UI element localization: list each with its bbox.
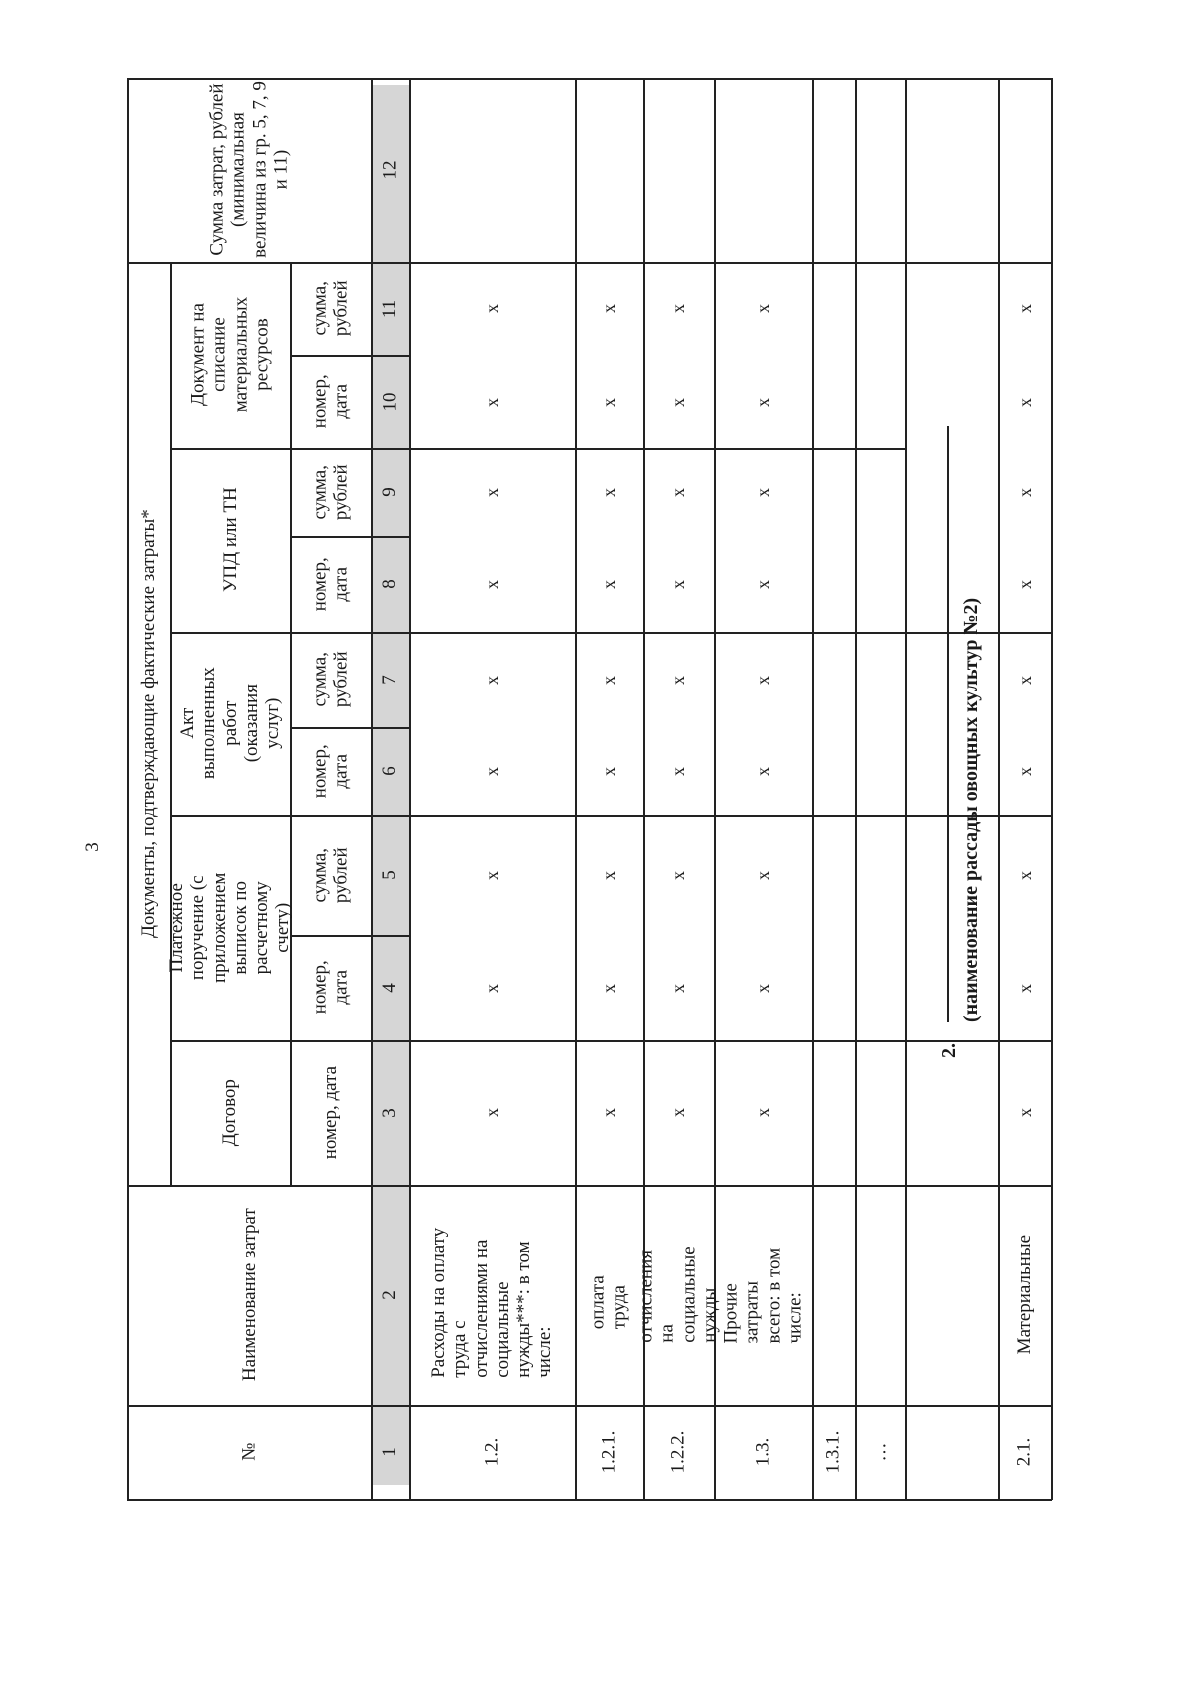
row-number: 1.3.1. [822, 1430, 844, 1474]
cross-mark: х [752, 303, 773, 313]
header-contract-sub: номер, дата [319, 1065, 341, 1160]
cross-mark: х [1014, 766, 1035, 776]
column-number: 5 [379, 870, 400, 880]
cross-mark: х [1014, 303, 1035, 313]
cross-mark: х [598, 487, 619, 497]
cross-mark: х [752, 983, 773, 993]
subheader-payment-sum: сумма, рублей [309, 847, 352, 903]
cross-mark: х [752, 870, 773, 880]
subheader-writeoff-sum: сумма, рублей [309, 280, 352, 337]
cross-mark: х [481, 675, 502, 685]
row-number: 2.1. [1013, 1437, 1035, 1467]
row-name: Прочие затраты всего: в том числе: [720, 1248, 806, 1344]
cross-mark: х [481, 870, 502, 880]
cross-mark: х [598, 1107, 619, 1117]
row-number: 1.3. [752, 1437, 773, 1467]
cross-mark: х [1014, 1107, 1035, 1117]
header-writeoff: Документ на списание материальных ресурсов [187, 297, 273, 413]
row-number: 1.2. [481, 1437, 502, 1467]
cross-mark: х [598, 870, 619, 880]
cross-mark: х [481, 983, 502, 993]
cross-mark: х [1014, 870, 1035, 880]
cross-mark: х [1014, 487, 1035, 497]
cross-mark: х [752, 397, 773, 407]
cross-mark: х [667, 487, 688, 497]
cross-mark: х [667, 766, 688, 776]
header-supporting-docs: Документы, подтверждающие фактические затраты* [137, 509, 159, 938]
column-number: 3 [379, 1107, 400, 1118]
cross-mark: х [598, 397, 619, 407]
cross-mark: х [667, 675, 688, 685]
cross-mark: х [667, 303, 688, 313]
cross-mark: х [752, 675, 773, 685]
cross-mark: х [481, 1107, 502, 1117]
cross-mark: х [598, 766, 619, 776]
cross-mark: х [598, 303, 619, 313]
header-total: Сумма затрат, рублей (минимальная величина из гр. 5, 7, 9 и 11) [206, 81, 292, 259]
row-name: оплата труда [587, 1274, 630, 1329]
cross-mark: х [667, 579, 688, 589]
column-number: 11 [378, 299, 400, 318]
cross-mark: х [481, 303, 502, 313]
cross-mark: х [667, 1107, 688, 1117]
column-number: 9 [379, 487, 400, 497]
subheader-writeoff-numdate: номер, дата [309, 374, 352, 429]
cross-mark: х [1014, 397, 1035, 407]
section-caption: (наименование рассады овощных культур №2) [960, 597, 982, 1022]
header-cost-name: Наименование затрат [238, 1208, 260, 1382]
row-name: Материальные [1013, 1235, 1035, 1355]
row-name: Расходы на оплату труда с отчислениями на социальные нужды***: в том числе: [428, 1227, 556, 1378]
row-number: 1.2.2. [667, 1430, 689, 1474]
column-number: 10 [379, 392, 400, 411]
subheader-act-sum: сумма, рублей [309, 651, 352, 708]
cross-mark: х [481, 579, 502, 589]
header-payment-order: Платежное поручение (с приложением выписок по расчетному счету) [166, 872, 294, 983]
subheader-upd-numdate: номер, дата [309, 557, 352, 612]
subheader-upd-sum: сумма, рублей [309, 464, 352, 520]
column-number: 12 [379, 160, 400, 180]
section-number: 2. [938, 1043, 960, 1058]
cross-mark: х [481, 487, 502, 497]
header-upd: УПД или ТН [219, 487, 241, 593]
cross-mark: х [667, 870, 688, 880]
column-number: 2 [379, 1290, 400, 1300]
header-no: № [238, 1442, 260, 1462]
cross-mark: х [481, 766, 502, 776]
column-number: 4 [379, 982, 400, 993]
cross-mark: х [1014, 675, 1035, 685]
cross-mark: х [598, 983, 619, 993]
cross-mark: х [752, 766, 773, 776]
section-name-underline [947, 426, 949, 1022]
cross-mark: х [1014, 983, 1035, 993]
cross-mark: х [1014, 579, 1035, 589]
cross-mark: х [667, 397, 688, 407]
cross-mark: х [752, 1107, 773, 1117]
row-number: … [869, 1442, 890, 1462]
cross-mark: х [598, 675, 619, 685]
subheader-payment-numdate: номер, дата [309, 960, 352, 1015]
subheader-act-numdate: номер, дата [309, 744, 352, 799]
cross-mark: х [667, 983, 688, 993]
cross-mark: х [481, 397, 502, 407]
page-number: 3 [81, 842, 103, 852]
cross-mark: х [598, 579, 619, 589]
cross-mark: х [752, 579, 773, 589]
header-act: Акт выполненных работ (оказания услуг) [176, 667, 283, 780]
column-number: 8 [379, 579, 400, 589]
cross-mark: х [752, 487, 773, 497]
column-number: 1 [379, 1447, 400, 1457]
column-number: 6 [379, 766, 400, 776]
column-number: 7 [379, 674, 400, 685]
row-number: 1.2.1. [598, 1430, 619, 1474]
row-name: отчисления на социальные нужды [635, 1246, 721, 1344]
header-contract: Договор [219, 1078, 241, 1147]
